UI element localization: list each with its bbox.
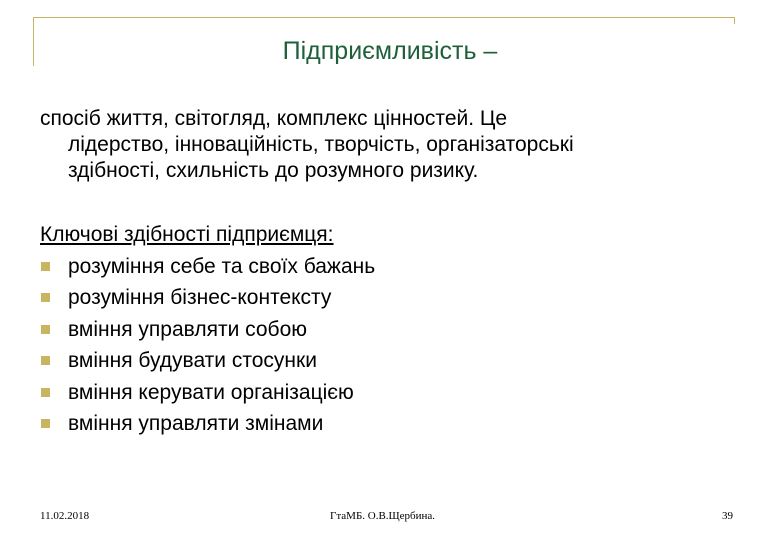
list-item-text: вміння управляти собою: [68, 317, 308, 341]
list-item-text: вміння керувати організацією: [68, 380, 354, 404]
square-bullet-icon: [41, 419, 50, 428]
definition-line: лідерство, інноваційність, творчість, організаторські: [68, 133, 574, 156]
footer-date: 11.02.2018: [40, 510, 90, 522]
list-item: [40, 251, 700, 282]
definition-line: спосіб життя, світогляд, комплекс цінностей. Це: [40, 107, 508, 130]
abilities-list: [40, 251, 700, 439]
square-bullet-icon: [41, 356, 50, 365]
square-bullet-icon: [41, 293, 50, 302]
list-item: [40, 377, 700, 408]
list-item: [40, 408, 700, 439]
list-item: [40, 314, 700, 345]
list-item-text: вміння управляти змінами: [68, 412, 324, 436]
frame-top-line: [33, 17, 735, 18]
abilities-section: [40, 219, 700, 439]
footer-page-number: 39: [722, 510, 733, 522]
abilities-heading: Ключові здібності підприємця:: [40, 223, 334, 246]
slide-title: Підприємливість –: [282, 37, 498, 65]
list-item: [40, 282, 700, 313]
definition-line: здібності, схильність до розумного ризику.: [68, 159, 479, 182]
footer-author: ГтаМБ. О.В.Щербина.: [330, 510, 436, 522]
list-item: [40, 345, 700, 376]
square-bullet-icon: [41, 262, 50, 271]
list-item-text: розуміння себе та своїх бажань: [68, 255, 376, 278]
definition-paragraph: [40, 106, 700, 184]
square-bullet-icon: [41, 325, 50, 334]
list-item-text: вміння будувати стосунки: [68, 349, 317, 373]
square-bullet-icon: [41, 388, 50, 397]
frame-right-tick: [734, 17, 735, 24]
list-item-text: розуміння бізнес-контексту: [68, 286, 332, 310]
